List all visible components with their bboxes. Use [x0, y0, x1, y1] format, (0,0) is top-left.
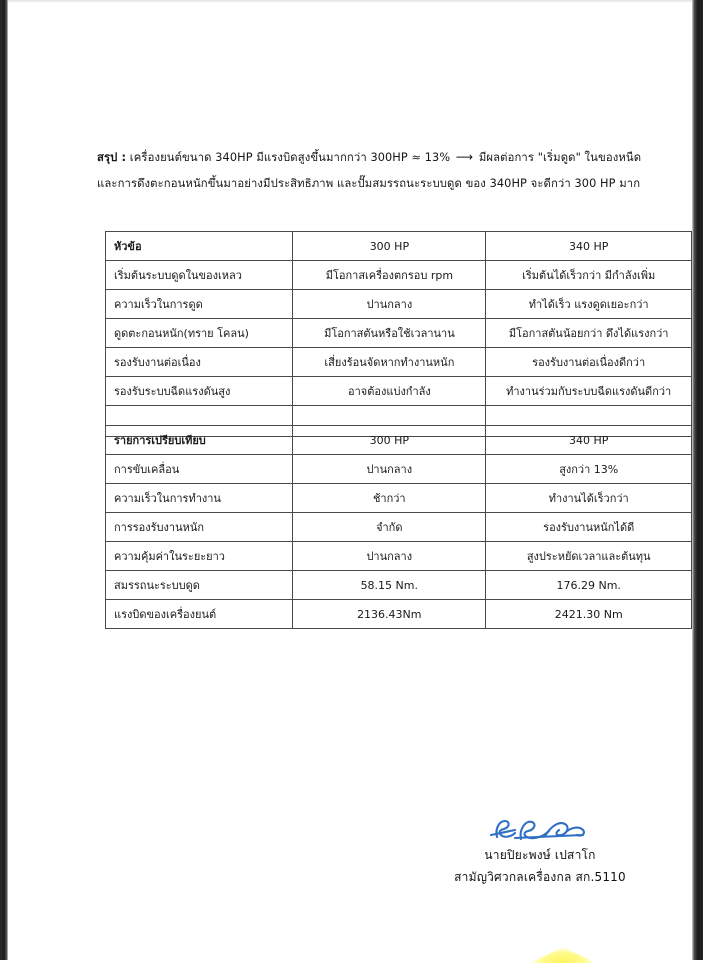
table-header-row: [106, 232, 692, 261]
arrow-icon: ⟶: [455, 150, 474, 165]
signer-name: นายปิยะพงษ์ เปสาโก: [484, 848, 596, 862]
col-header-340hp: 340 HP: [486, 232, 692, 261]
table-comparison-head: [106, 426, 692, 455]
scan-edge-right: [692, 0, 703, 960]
table-row: [106, 513, 692, 542]
cell-340hp: 2421.30 Nm: [486, 600, 692, 629]
table-comparison: [105, 425, 692, 629]
cell-300hp: 58.15 Nm.: [293, 571, 486, 600]
table-row: [106, 319, 692, 348]
cell-340hp: รองรับงานต่อเนื่องดีกว่า: [486, 348, 692, 377]
cell-300hp: ปานกลาง: [293, 455, 486, 484]
cell-340hp: ทำได้เร็ว แรงดูดเยอะกว่า: [486, 290, 692, 319]
col-header-topic: หัวข้อ: [106, 232, 293, 261]
cell-340hp: สูงกว่า 13%: [486, 455, 692, 484]
document-page: [8, 3, 692, 960]
signer-license: สามัญวิศวกลเครื่องกล สก.5110: [454, 870, 626, 884]
table-topics-body: [106, 261, 692, 437]
cell-topic: ดูดตะกอนหนัก(ทราย โคลน): [106, 319, 293, 348]
cell-item: การรองรับงานหนัก: [106, 513, 293, 542]
cell-340hp: ทำงานได้เร็วกว่า: [486, 484, 692, 513]
table-row: [106, 571, 692, 600]
cell-300hp: ปานกลาง: [293, 290, 486, 319]
table-row: [106, 542, 692, 571]
yellow-highlight-mark: [530, 947, 596, 963]
cell-300hp: ช้ากว่า: [293, 484, 486, 513]
cell-topic: รองรับระบบฉีดแรงดันสูง: [106, 377, 293, 406]
cell-300hp: 2136.43Nm: [293, 600, 486, 629]
cell-340hp: ทำงานร่วมกับระบบฉีดแรงดันดีกว่า: [486, 377, 692, 406]
cell-item: การขับเคลื่อน: [106, 455, 293, 484]
cell-300hp: มีโอกาสตันหรือใช้เวลานาน: [293, 319, 486, 348]
scan-edge-left: [0, 0, 8, 960]
cell-300hp: ปานกลาง: [293, 542, 486, 571]
cell-topic: รองรับงานต่อเนื่อง: [106, 348, 293, 377]
table-comparison-body: [106, 455, 692, 629]
col-header-300hp: 300 HP: [293, 426, 486, 455]
cell-300hp: อาจต้องแบ่งกำลัง: [293, 377, 486, 406]
table-topics-head: [106, 232, 692, 261]
handwritten-signature-icon: [410, 815, 670, 845]
cell-item: แรงบิดของเครื่องยนต์: [106, 600, 293, 629]
summary-paragraph: [97, 144, 652, 197]
signature-block: [410, 815, 670, 887]
cell-topic: ความเร็วในการดูด: [106, 290, 293, 319]
col-header-comparison-item: รายการเปรียบเทียบ: [106, 426, 293, 455]
table-header-row: [106, 426, 692, 455]
cell-300hp: เสี่ยงร้อนจัดหากทำงานหนัก: [293, 348, 486, 377]
table-row: [106, 600, 692, 629]
table-topics: [105, 231, 692, 437]
cell-topic: เริ่มต้นระบบดูดในของเหลว: [106, 261, 293, 290]
table-row: [106, 377, 692, 406]
cell-item: ความเร็วในการทำงาน: [106, 484, 293, 513]
cell-340hp: รองรับงานหนักได้ดี: [486, 513, 692, 542]
cell-340hp: 176.29 Nm.: [486, 571, 692, 600]
col-header-340hp: 340 HP: [486, 426, 692, 455]
col-header-300hp: 300 HP: [293, 232, 486, 261]
cell-340hp: เริ่มต้นได้เร็วกว่า มีกำลังเพิ่ม: [486, 261, 692, 290]
table-row: [106, 290, 692, 319]
cell-300hp: มีโอกาสเครื่องตกรอบ rpm: [293, 261, 486, 290]
table-row: [106, 455, 692, 484]
cell-item: สมรรถนะระบบดูด: [106, 571, 293, 600]
summary-lead-label: สรุป :: [97, 151, 127, 165]
cell-340hp: สูงประหยัดเวลาและต้นทุน: [486, 542, 692, 571]
cell-item: ความคุ้มค่าในระยะยาว: [106, 542, 293, 571]
cell-300hp: จำกัด: [293, 513, 486, 542]
table-row: [106, 348, 692, 377]
summary-text-part2: มีผลต่อการ "เริ่มดูด" ในของหนืดและการดึงตะกอนหนักขึ้นมาอย่างมีประสิทธิภาพ และปั๊มสมรรถนะระบบดูด ของ 340HP จะดีกว่า 300 HP มาก: [97, 151, 642, 191]
cell-340hp: มีโอกาสตันน้อยกว่า ดึงได้แรงกว่า: [486, 319, 692, 348]
summary-text-part1: เครื่องยนต์ขนาด 340HP มีแรงบิดสูงขึ้นมากกว่า 300HP ≈ 13%: [126, 151, 454, 165]
table-row: [106, 261, 692, 290]
table-row: [106, 484, 692, 513]
